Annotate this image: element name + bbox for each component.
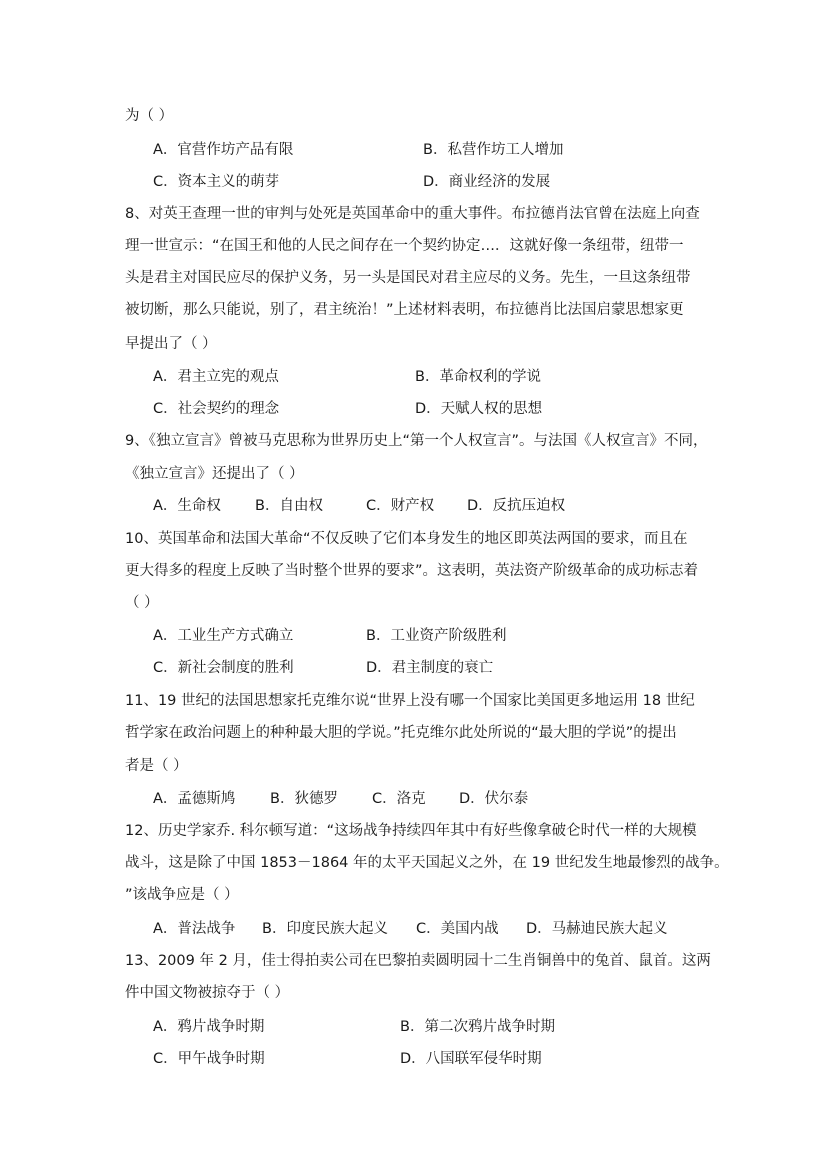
q13-option-a: A．鸦片战争时期 (153, 1019, 265, 1035)
q9-option-a: A．生命权 (153, 498, 221, 514)
q8-stem-line-4: 被切断，那么只能说，别了，君主统治！”上述材料表明，布拉德肖比法国启蒙思想家更 (125, 302, 684, 318)
q9-option-c: C．财产权 (366, 498, 435, 514)
q7-option-b: B．私营作坊工人增加 (423, 142, 564, 158)
q12-option-c: C．美国内战 (416, 921, 499, 937)
q10-stem-line-2: 更大得多的程度上反映了当时整个世界的要求”。这表明，英法资产阶级革命的成功标志着 (125, 563, 699, 579)
q9-stem-line-2: 《独立宣言》还提出了（ ） (125, 466, 304, 482)
q8-option-c: C．社会契约的理念 (153, 401, 280, 417)
q11-stem-line-3: 者是（ ） (125, 758, 188, 774)
q8-option-d: D．天赋人权的思想 (415, 401, 543, 417)
q8-stem-line-2: 理一世宣示：“在国王和他的人民之间存在一个契约协定…．这就好像一条纽带，纽带一 (125, 238, 684, 254)
q12-stem-line-1: 12、历史学家乔. 科尔顿写道：“这场战争持续四年其中有好些像拿破仑时代一样的大规模 (125, 823, 697, 839)
q7-option-c: C．资本主义的萌芽 (153, 174, 280, 190)
q10-stem-line-3: （ ） (125, 595, 159, 611)
q10-stem-line-1: 10、英国革命和法国大革命“不仅反映了它们本身发生的地区即英法两国的要求，而且在 (125, 531, 688, 547)
q10-option-d: D．君主制度的衰亡 (366, 660, 494, 676)
q8-stem-line-5: 早提出了（ ） (125, 336, 217, 352)
q12-stem-line-2: 战斗，这是除了中国 1853－1864 年的太平天国起义之外，在 19 世纪发生地最惨烈的战争。 (125, 855, 729, 871)
q11-option-a: A．孟德斯鸠 (153, 791, 236, 807)
q7-option-a: A．官营作坊产品有限 (153, 142, 294, 158)
q12-stem-line-3: ”该战争应是（ ） (125, 887, 239, 903)
q8-option-b: B．革命权利的学说 (415, 369, 541, 385)
q7-stem-tail: 为（ ） (125, 108, 174, 124)
q11-option-c: C．洛克 (372, 791, 426, 807)
q7-option-d: D．商业经济的发展 (423, 174, 551, 190)
q11-stem-line-1: 11、19 世纪的法国思想家托克维尔说“世界上没有哪一个国家比美国更多地运用 18 世纪 (125, 693, 695, 709)
q13-option-c: C．甲午战争时期 (153, 1051, 265, 1067)
q11-stem-line-2: 哲学家在政治问题上的种种最大胆的学说。”托克维尔此处所说的“最大胆的学说”的提出 (125, 725, 677, 741)
q12-option-d: D．马赫迪民族大起义 (526, 921, 668, 937)
q11-option-d: D．伏尔泰 (459, 791, 529, 807)
q13-stem-line-1: 13、2009 年 2 月，佳士得拍卖公司在巴黎拍卖圆明园十二生肖铜兽中的兔首、鼠首。这两 (125, 953, 711, 969)
q8-stem-line-1: 8、对英王查理一世的审判与处死是英国革命中的重大事件。布拉德肖法官曾在法庭上向查 (125, 206, 700, 222)
q13-option-d: D．八国联军侵华时期 (400, 1051, 542, 1067)
q12-option-a: A．普法战争 (153, 921, 236, 937)
q10-option-c: C．新社会制度的胜利 (153, 660, 294, 676)
q9-stem-line-1: 9、《独立宣言》曾被马克思称为世界历史上“第一个人权宣言”。与法国《人权宣言》不同， (125, 433, 708, 449)
q8-stem-line-3: 头是君主对国民应尽的保护义务，另一头是国民对君主应尽的义务。先生，一旦这条纽带 (125, 270, 691, 286)
q9-option-b: B．自由权 (255, 498, 323, 514)
q9-option-d: D．反抗压迫权 (467, 498, 566, 514)
q12-option-b: B．印度民族大起义 (262, 921, 388, 937)
q8-option-a: A．君主立宪的观点 (153, 369, 279, 385)
q13-stem-line-2: 件中国文物被掠夺于（ ） (125, 985, 290, 1001)
q10-option-a: A．工业生产方式确立 (153, 628, 294, 644)
q11-option-b: B．狄德罗 (270, 791, 338, 807)
q10-option-b: B．工业资产阶级胜利 (366, 628, 507, 644)
q13-option-b: B．第二次鸦片战争时期 (400, 1019, 555, 1035)
